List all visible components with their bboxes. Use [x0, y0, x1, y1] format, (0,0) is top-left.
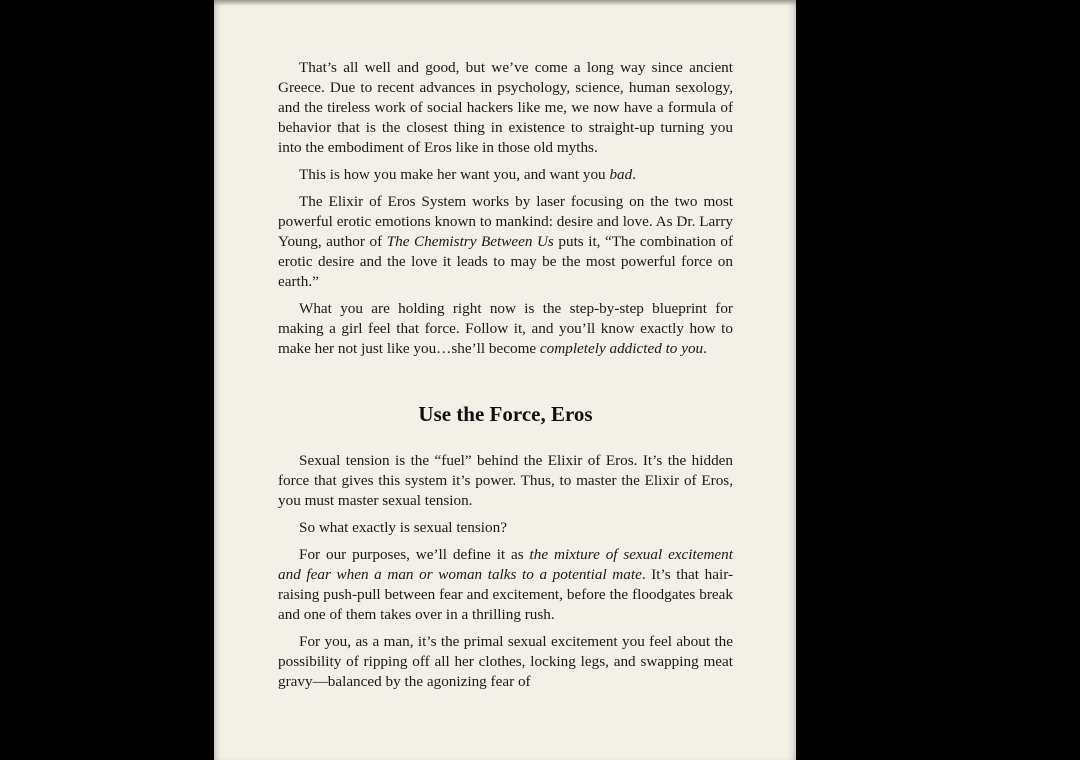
emphasis-text: bad: [609, 166, 633, 183]
page-text: [278, 58, 733, 699]
paragraph-text: The Elixir of Eros System works by laser focusing on the two most powerful erotic emotions known to mankind: desire and love. As Dr. Larry Young, author of: [278, 193, 733, 250]
paragraph-text: . It’s that hair-raising push-pull between fear and excitement, before the floodgates break and one of them takes over in a thrilling rush.: [278, 566, 733, 623]
paragraph-ancient-greece: That’s all well and good, but we’ve come a long way since ancient Greece. Due to recent advances in psychology, science, human sexology, and the tireless work of social hackers like me, we now have a formula of behavior that is the closest thing in existence to straight-up turning you into the embodiment of Eros like in those old myths.: [278, 59, 733, 156]
paragraph-text: This is how you make her want you, and want you: [299, 166, 610, 183]
emphasis-definition: the mixture of sexual excitement and fear when a man or woman talks to a potential mate: [278, 546, 733, 583]
paragraph-text: What you are holding right now is the step-by-step blueprint for making a girl feel that force. Follow it, and you’ll know exactly how to make her not just like you…she’ll become: [278, 300, 733, 357]
paragraph-question: So what exactly is sexual tension?: [299, 519, 507, 536]
book-page: [214, 0, 796, 760]
paragraph-primal-excitement: For you, as a man, it’s the primal sexual excitement you feel about the possibility of ripping off all her clothes, locking legs, and swapping meat gravy—balanced by the agonizing fear of: [278, 633, 733, 690]
paragraph-text: .: [703, 340, 707, 357]
paragraph-blueprint: [278, 299, 733, 359]
page-edge-shadow: [214, 0, 796, 6]
emphasis-text: completely addicted to you: [539, 340, 704, 357]
section-heading: Use the Force, Eros: [418, 402, 593, 426]
book-title-citation: The Chemistry Between Us: [386, 233, 554, 250]
paragraph-elixir-system: [278, 192, 733, 292]
paragraph-text: .: [632, 166, 637, 183]
paragraph-definition: [278, 545, 733, 625]
paragraph-want-you-bad: [278, 165, 733, 185]
paragraph-text: For our purposes, we’ll define it as: [299, 546, 530, 563]
paragraph-text: puts it, “The combination of erotic desire and the love it leads to may be the most powerful force on earth.”: [278, 233, 734, 290]
paragraph-sexual-tension-fuel: Sexual tension is the “fuel” behind the Elixir of Eros. It’s the hidden force that gives this system it’s power. Thus, to master the Elixir of Eros, you must master sexual tension.: [278, 452, 733, 509]
